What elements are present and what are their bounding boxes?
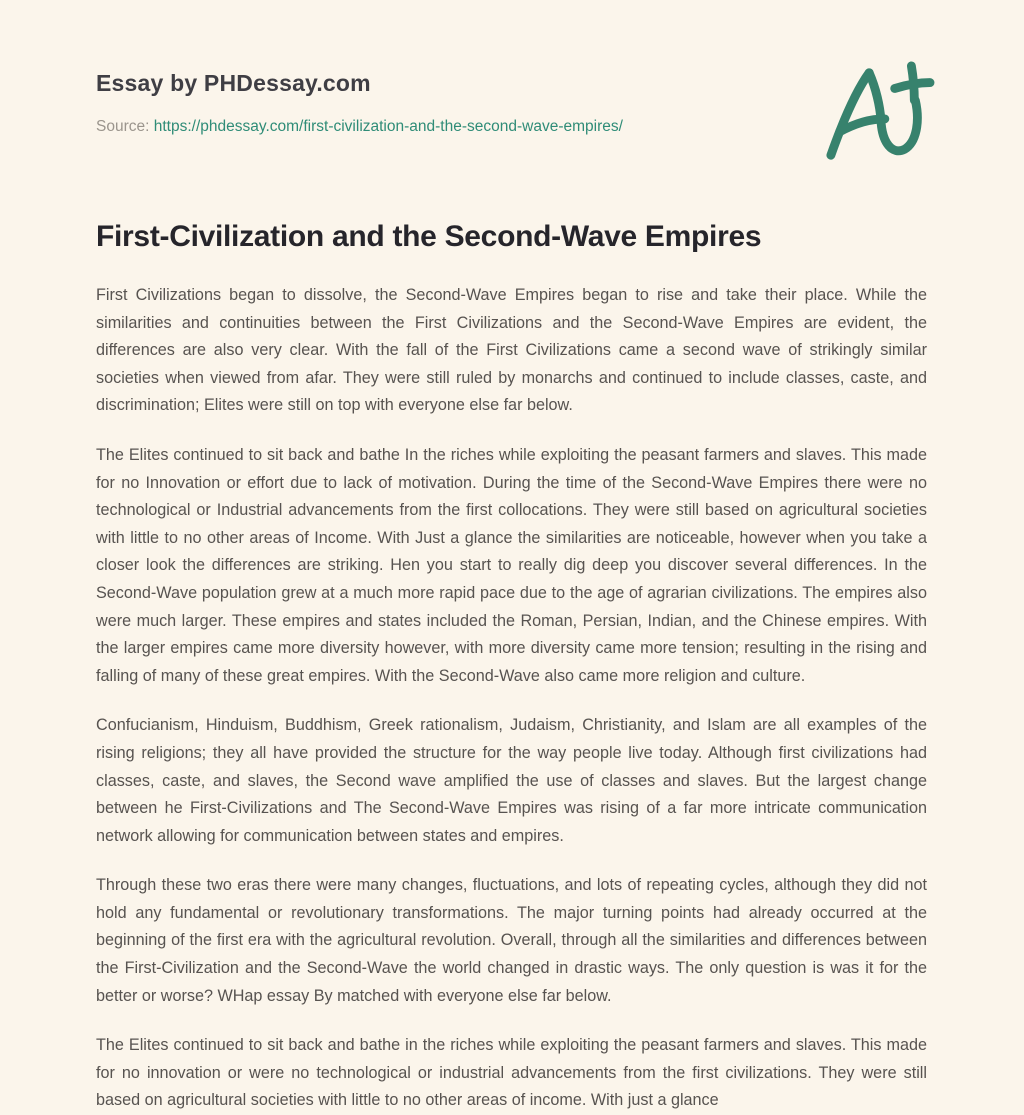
essay-paragraph-5: The Elites continued to sit back and bathe in the riches while exploiting the peasant farmers and slaves. This made for no innovation or were no technological or industrial advancements from the first civilizations. They were still based on agricultural societies with little to no other areas of income. With just a glance bbox=[96, 1036, 927, 1110]
byline: Essay by PHDessay.com bbox=[96, 70, 371, 96]
essay-paragraph-4: Through these two eras there were many changes, fluctuations, and lots of repeating cycles, although they did not hold any fundamental or revolutionary transformations. The major turning points had already occurred at the beginning of the first era with the agricultural revolution. Overall, through all the similarities and differences between the First-Civilization and the Second-Wave the world changed in drastic ways. The only question is was it for the better or worse? WHap essay By matched with everyone else far below. bbox=[96, 876, 927, 1005]
essay-body bbox=[96, 220, 927, 1115]
page-header bbox=[96, 70, 927, 136]
essay-paragraph-2: The Elites continued to sit back and bathe In the riches while exploiting the peasant farmers and slaves. This made for no Innovation or effort due to lack of motivation. During the time of the Second-Wave Empires there were no technological or Industrial advancements from the first collocations. They were still based on agricultural societies with little to no other areas of Income. With Just a glance the similarities are noticeable, however when you take a closer look the differences are striking. Hen you start to really dig deep you discover several differences. In the Second-Wave population grew at a much more rapid pace due to the age of agrarian civilizations. The empires also were much larger. These empires and states included the Roman, Persian, Indian, and the Chinese empires. With the larger empires came more diversity however, with more diversity came more tension; resulting in the rising and falling of many of these great empires. With the Second-Wave also came more religion and culture. bbox=[96, 445, 927, 685]
essay-title: First-Civilization and the Second-Wave Empires bbox=[96, 220, 762, 253]
source-line bbox=[96, 118, 927, 136]
a-plus-logo-icon bbox=[818, 60, 938, 168]
essay-paragraph-1: First Civilizations began to dissolve, the Second-Wave Empires began to rise and take their place. While the similarities and continuities between the First Civilizations and the Second-Wave Empires are evident, the differences are also very clear. With the fall of the First Civilizations came a second wave of strikingly similar societies when viewed from afar. They were still ruled by monarchs and continued to include classes, caste, and discrimination; Elites were still on top with everyone else far below. bbox=[96, 286, 927, 415]
essay-paragraph-3: Confucianism, Hinduism, Buddhism, Greek rationalism, Judaism, Christianity, and Islam are all examples of the rising religions; they all have provided the structure for the way people live today. Although first civilizations had classes, caste, and slaves, the Second wave amplified the use of classes and slaves. But the largest change between he First-Civilizations and The Second-Wave Empires was rising of a far more intricate communication network allowing for communication between states and empires. bbox=[96, 716, 927, 845]
source-label: Source: bbox=[96, 118, 150, 135]
source-link[interactable]: https://phdessay.com/first-civilization-and-the-second-wave-empires/ bbox=[153, 118, 623, 135]
